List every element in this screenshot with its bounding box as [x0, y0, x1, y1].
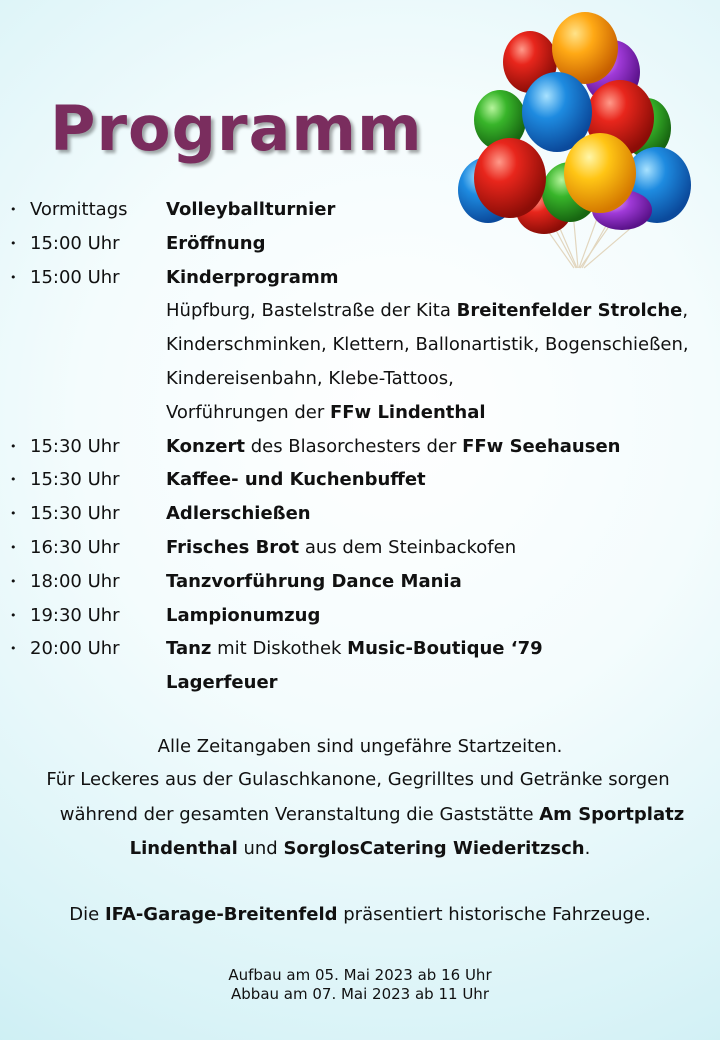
- bullet-icon: •: [10, 439, 17, 453]
- schedule-row: [0, 531, 720, 565]
- schedule-list: [0, 193, 720, 700]
- schedule-row: [0, 294, 720, 328]
- bullet-icon: •: [10, 540, 17, 554]
- schedule-row: [0, 632, 720, 666]
- schedule-description: Kindereisenbahn, Klebe-Tattoos,: [166, 367, 454, 389]
- schedule-time: 18:00 Uhr: [30, 570, 120, 592]
- bullet-icon: •: [10, 574, 17, 588]
- schedule-description: Kaffee- und Kuchenbuffet: [166, 469, 426, 491]
- schedule-time: 15:30 Uhr: [30, 435, 120, 457]
- schedule-row: [0, 666, 720, 700]
- schedule-row: [0, 463, 720, 497]
- schedule-row: [0, 430, 720, 464]
- schedule-description: Volleyballturnier: [166, 199, 336, 220]
- bullet-icon: •: [10, 236, 17, 250]
- schedule-time: 16:30 Uhr: [30, 536, 120, 558]
- bullet-icon: •: [10, 642, 17, 656]
- schedule-description: Tanzvorführung Dance Mania: [166, 570, 462, 592]
- schedule-row: [0, 599, 720, 633]
- schedule-description: Kinderschminken, Klettern, Ballonartistik, Bogenschießen,: [166, 334, 689, 356]
- schedule-row: [0, 193, 720, 227]
- schedule-description: Lagerfeuer: [166, 672, 278, 694]
- schedule-row: [0, 396, 720, 430]
- schedule-row: [0, 227, 720, 261]
- start-times-note: Alle Zeitangaben sind ungefähre Startzeiten.: [157, 736, 563, 757]
- catering-note-line1: Für Leckeres aus der Gulaschkanone, Gegrilltes und Getränke sorgen: [46, 769, 670, 790]
- schedule-description: Adlerschießen: [166, 503, 311, 525]
- bullet-icon: •: [10, 203, 17, 216]
- schedule-time: 15:30 Uhr: [30, 503, 120, 525]
- schedule-time: Vormittags: [30, 199, 128, 220]
- schedule-time: 15:30 Uhr: [30, 469, 120, 491]
- vehicles-note: Die IFA-Garage-Breitenfeld präsentiert historische Fahrzeuge.: [69, 904, 651, 925]
- schedule-time: 15:00 Uhr: [30, 266, 120, 288]
- schedule-description: Hüpfburg, Bastelstraße der Kita Breitenfelder Strolche,: [166, 300, 689, 322]
- setup-time: Aufbau am 05. Mai 2023 ab 16 Uhr: [228, 966, 492, 984]
- schedule-description: Kinderprogramm: [166, 266, 339, 288]
- teardown-time: Abbau am 07. Mai 2023 ab 11 Uhr: [231, 985, 489, 1003]
- schedule-row: [0, 565, 720, 599]
- bullet-icon: •: [10, 608, 17, 622]
- schedule-time: 19:30 Uhr: [30, 604, 120, 626]
- catering-note-line2: während der gesamten Veranstaltung die Gaststätte Am Sportplatz: [59, 804, 685, 825]
- schedule-time: 15:00 Uhr: [30, 232, 120, 254]
- schedule-description: Konzert des Blasorchesters der FFw Seehausen: [166, 435, 621, 457]
- schedule-description: Eröffnung: [166, 232, 266, 254]
- schedule-row: [0, 261, 720, 295]
- schedule-description: Frisches Brot aus dem Steinbackofen: [166, 536, 517, 558]
- bullet-icon: •: [10, 473, 17, 487]
- schedule-description: Vorführungen der FFw Lindenthal: [166, 401, 486, 423]
- bullet-icon: •: [10, 270, 17, 284]
- schedule-row: [0, 328, 720, 362]
- bullet-icon: •: [10, 507, 17, 521]
- schedule-row: [0, 362, 720, 396]
- page-title: Programm: [50, 92, 423, 165]
- schedule-description: Tanz mit Diskothek Music-Boutique ‘79: [166, 638, 543, 660]
- catering-note-line3: Lindenthal und SorglosCatering Wiederitzsch.: [129, 838, 591, 859]
- schedule-time: 20:00 Uhr: [30, 638, 120, 660]
- schedule-description: Lampionumzug: [166, 604, 321, 626]
- schedule-row: [0, 497, 720, 531]
